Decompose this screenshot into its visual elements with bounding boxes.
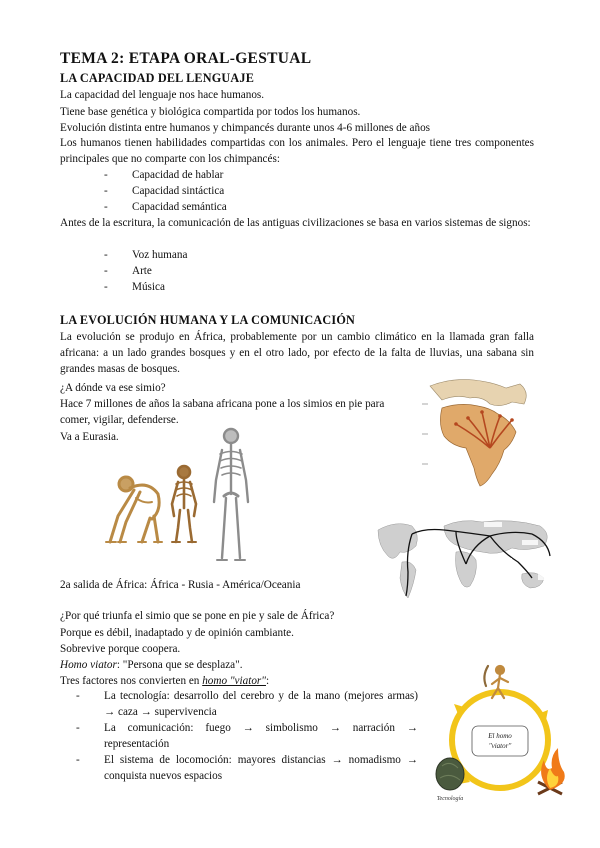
human-skeleton-icon [214,429,248,560]
stone-tool-icon [436,758,464,790]
paragraph: Tiene base genética y biológica compartida por todos los humanos. [60,106,361,118]
paragraph: Evolución distinta entre humanos y chimpancés durante unos 4-6 millones de años [60,122,431,134]
paragraph: Antes de la escritura, la comunicación de las antiguas civilizaciones se basa en varios sistemas de signos: [60,217,531,229]
paragraph: Porque es débil, inadaptado y de opinión cambiante. [60,627,294,639]
paragraph: 2a salida de África: África - Rusia - América/Oceania [60,579,301,591]
cycle-center-label: El homo [488,732,512,740]
list-item: - La comunicación: fuego → simbolismo → narración → representación [76,722,418,750]
paragraph: Sobrevive porque coopera. [60,643,181,655]
paragraph: La evolución se produjo en África, probablemente por un cambio climático en la llamada gran falla africana: a un lado grandes bosques y en el otro lado, por efecto de la falta de lluvias, una sabana sin grandes masas de bosques. [60,331,534,375]
paragraph: Los humanos tienen habilidades compartidas con los animales. Pero el lenguaje tiene tres componentes principales que no comparte con los chimpancés: [60,137,534,165]
hominid-skeleton-icon [172,466,196,542]
homo-viator-term: Homo viator [60,659,117,671]
cycle-center-label: "viator" [488,742,512,750]
africa-migration-map [420,374,538,492]
cycle-center-box [472,726,528,756]
campfire-icon [538,748,565,794]
homo-viator-cycle-diagram [430,656,570,804]
paragraph: La capacidad del lenguaje nos hace humanos. [60,89,265,101]
list-item: - La tecnología: desarrollo del cerebro y de la mano (mejores armas) → caza → supervivencia [76,690,418,718]
list-item: - El sistema de locomoción: mayores distancias → nomadismo → conquista nuevos espacios [76,754,418,782]
world-migration-map [372,512,562,610]
paragraph: Va a Eurasia. [60,431,119,443]
section-heading-evolucion: LA EVOLUCIÓN HUMANA Y LA COMUNICACIÓN [60,313,356,327]
factors-intro: Tres factores nos convierten en homo "viator": [60,675,270,687]
section-heading-lenguaje: LA CAPACIDAD DEL LENGUAJE [60,71,255,85]
paragraph: comer, vigilar, defenderse. [60,414,179,426]
paragraph: ¿A dónde va ese simio? [60,382,166,394]
skeleton-evolution-figure [96,424,266,574]
paragraph: ¿Por qué triunfa el simio que se pone en pie y sale de África? [60,610,335,622]
document-page: TEMA 2: ETAPA ORAL-GESTUAL LA CAPACIDAD DEL LENGUAJE La capacidad del lenguaje nos hace humanos. Tiene base genética y biológica compartida por todos los humanos. Evolución distinta entre humanos y chimpancés durante unos 4-6 millones de años Los humanos tienen habilidades compartidas con los animales. Pero el lenguaje tiene tres componentes principales que no comparte con los chimpancés: - Capacidad de hablar - Capacidad sintáctica - Capacidad semántica Antes de la escritura, la comunicación de las antiguas civilizaciones se basa en varios sistemas de signos: - Voz humana - Arte - Música LA EVOLUCIÓN HUMANA Y LA COMUNICACIÓN La evolución se produjo en África, probablemente por un cambio climático en la llamada gran falla africana: a un lado grandes bosques y en el otro lado, por efecto de la falta de lluvias, una sabana sin grandes masas de bosques. ¿A dónde va ese simio? Hace 7 millones de años la sabana africana pone a los simios en pie para comer, vigilar, defenderse. Va a Eurasia. 2a salida de África: África - Rusia - América/Oceania ¿Por qué triunfa el simio que se pone en pie y sale de África? Porque es débil, inadaptado y de opinión cambiante. Sobrevive porque coopera. Homo viator: "Persona que se desplaza". Tres factores nos convierten en homo "viator": - La tecnología: desarrollo del cerebro y de la mano (mejores armas) → caza → supervivencia - La comunicación: fuego → simbolismo → narración → representación - El sistema de locomoción: mayores distancias → nomadismo → conquista nuevos espacios El homo "viator" Tecnología [0,0,600,848]
page-title: TEMA 2: ETAPA ORAL-GESTUAL [60,50,312,67]
technology-label: Tecnología [436,796,464,802]
homo-viator-definition: Homo viator: "Persona que se desplaza". [60,659,243,671]
ape-skeleton-icon [106,477,162,542]
paragraph: Hace 7 millones de años la sabana africana pone a los simios en pie para [60,398,385,410]
